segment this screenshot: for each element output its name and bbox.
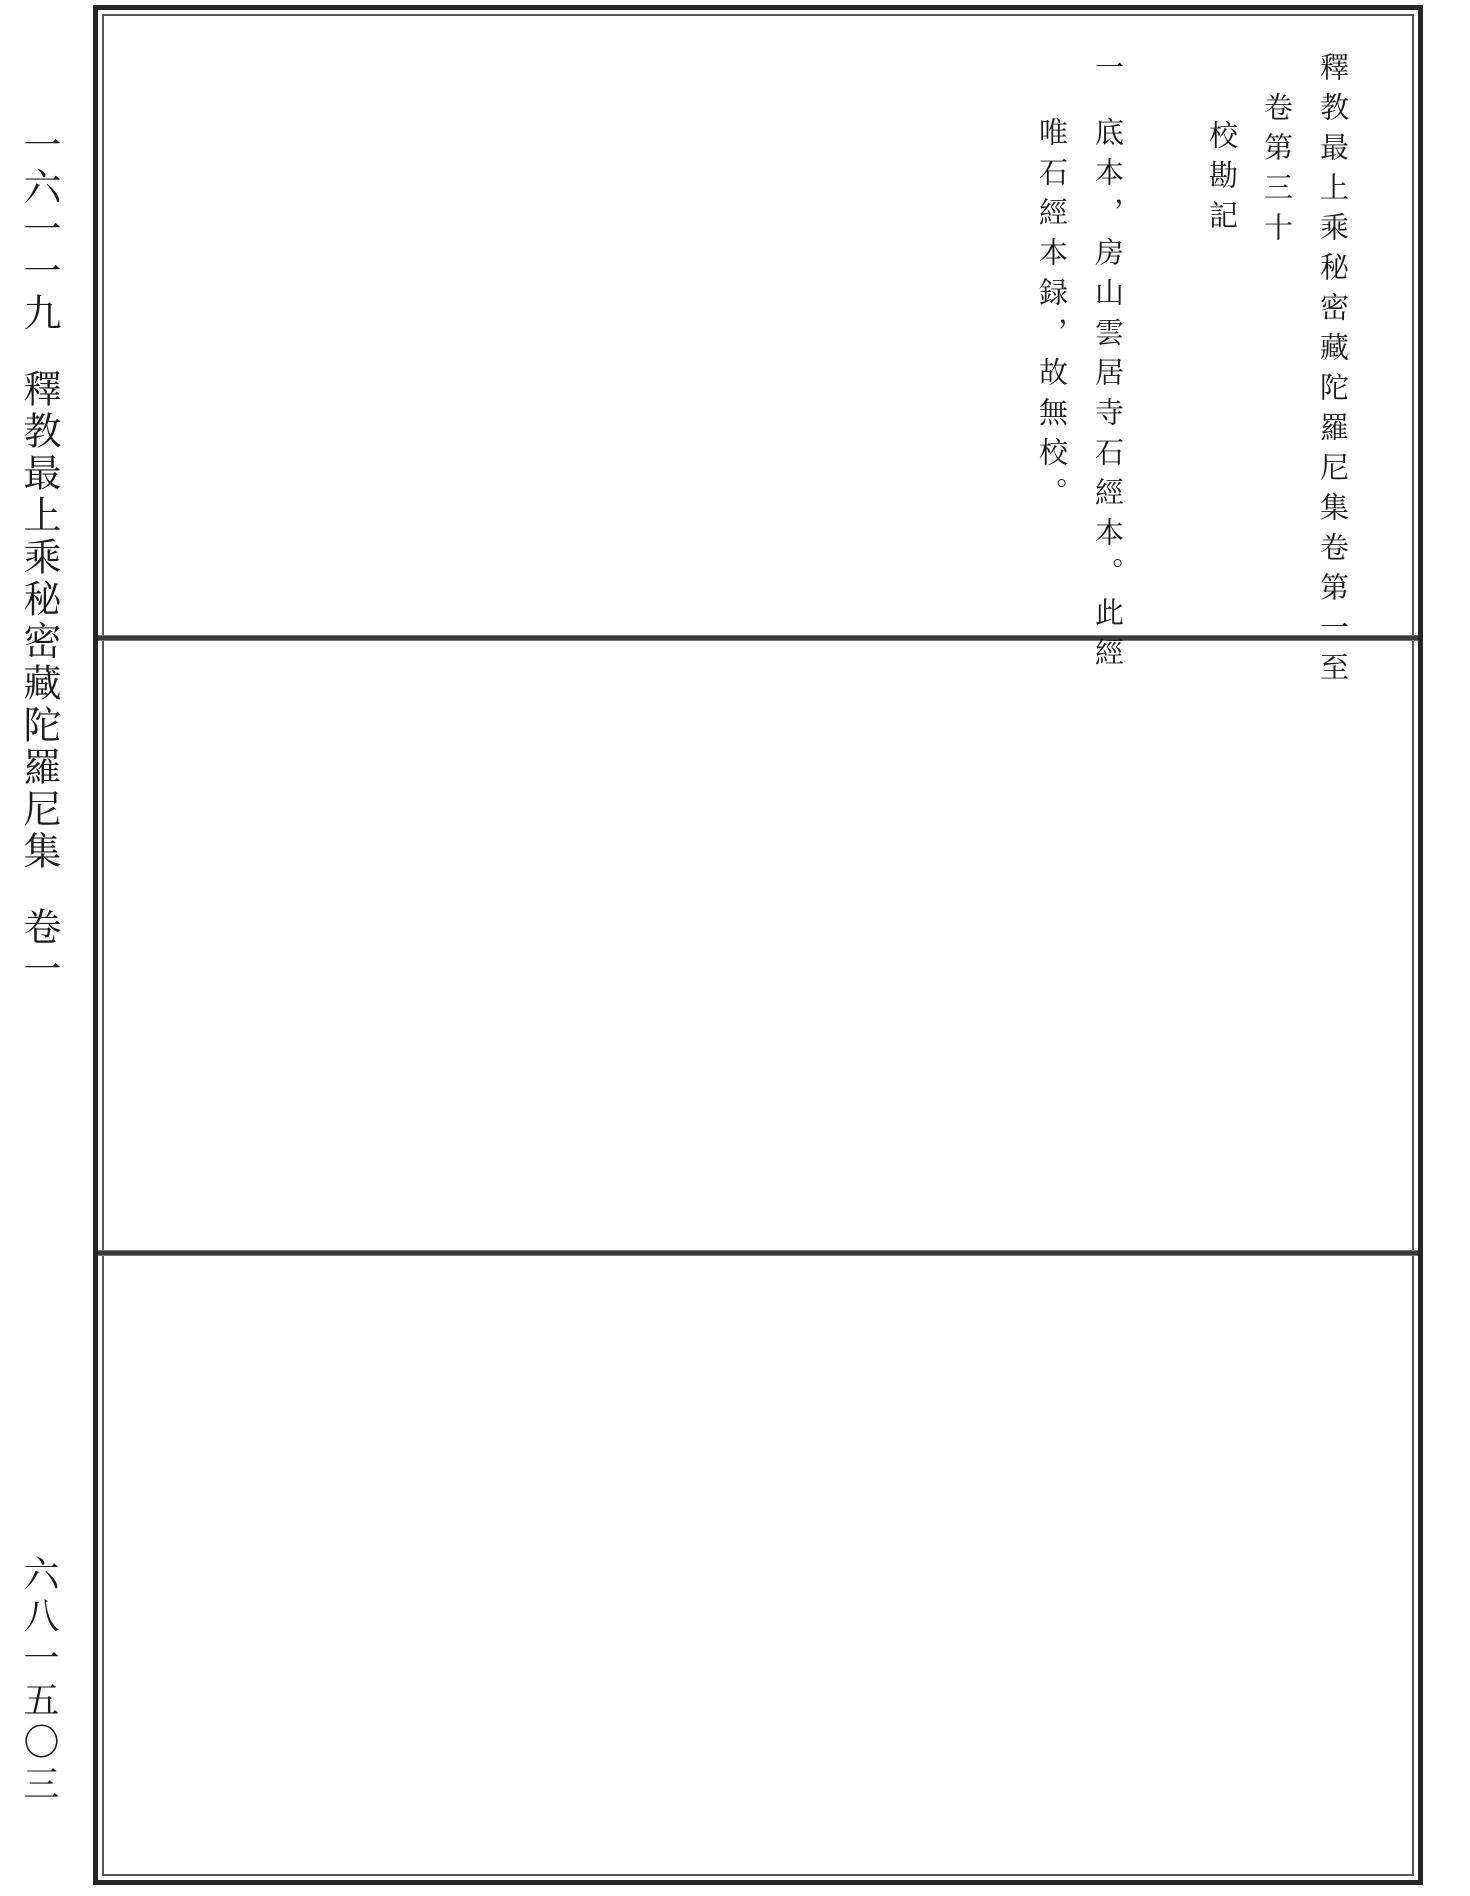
- section-heading: 校勘記: [1205, 120, 1239, 240]
- margin-header-title: 釋教最上乘秘密藏陀羅尼集: [17, 369, 61, 873]
- note-line-2: 唯石經本録，故無校。: [1035, 117, 1069, 517]
- title-line-1: 釋教最上乘秘密藏陀羅尼集卷第一至: [1316, 52, 1350, 692]
- note-bullet: 一: [1091, 52, 1125, 92]
- margin-header-number: 一六一一九: [17, 125, 61, 335]
- title-line-2: 卷第三十: [1260, 92, 1294, 252]
- panel-divider-top: [98, 635, 1418, 641]
- note-line-1: 底本，房山雲居寺石經本。此經: [1091, 117, 1125, 677]
- panel-divider-bottom: [98, 1250, 1418, 1256]
- margin-page-number: 六八一五〇三: [18, 1555, 59, 1807]
- margin-header-volume: 卷一: [17, 907, 61, 991]
- page-frame: [93, 5, 1423, 1885]
- margin-running-header: [17, 125, 61, 991]
